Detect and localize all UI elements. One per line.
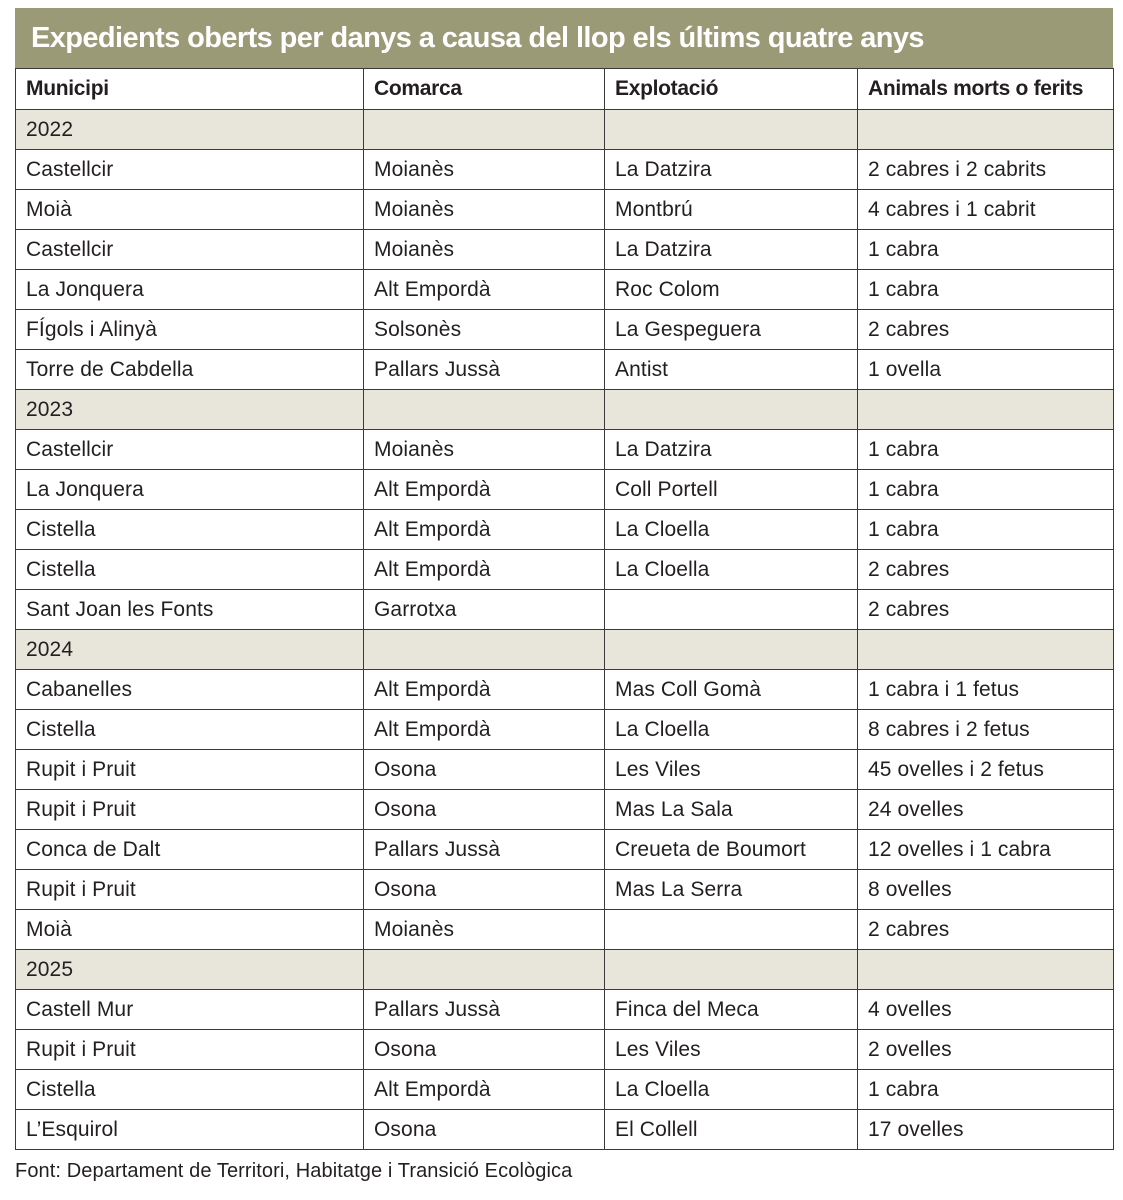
cell-municipi: Rupit i Pruit [16, 790, 364, 830]
data-table [15, 68, 1114, 1150]
year-row-empty-cell [858, 390, 1114, 430]
cell-explotacio: Mas Coll Gomà [605, 670, 858, 710]
cell-municipi: Cistella [16, 510, 364, 550]
cell-comarca: Alt Empordà [364, 470, 605, 510]
cell-explotacio: Montbrú [605, 190, 858, 230]
cell-animals: 2 cabres i 2 cabrits [858, 150, 1114, 190]
cell-animals: 45 ovelles i 2 fetus [858, 750, 1114, 790]
cell-comarca: Osona [364, 1030, 605, 1070]
table-row [16, 710, 1114, 750]
header-municipi: Municipi [16, 69, 364, 110]
year-row-empty-cell [858, 630, 1114, 670]
cell-explotacio: Creueta de Boumort [605, 830, 858, 870]
cell-comarca: Solsonès [364, 310, 605, 350]
cell-animals: 8 cabres i 2 fetus [858, 710, 1114, 750]
cell-comarca: Moianès [364, 430, 605, 470]
year-row [16, 630, 1114, 670]
year-row-empty-cell [364, 110, 605, 150]
cell-comarca: Alt Empordà [364, 670, 605, 710]
cell-municipi: Cistella [16, 550, 364, 590]
cell-animals: 8 ovelles [858, 870, 1114, 910]
table-row [16, 190, 1114, 230]
cell-municipi: Cistella [16, 1070, 364, 1110]
cell-animals: 1 cabra [858, 510, 1114, 550]
year-row-empty-cell [605, 390, 858, 430]
cell-animals: 2 cabres [858, 910, 1114, 950]
year-row-empty-cell [858, 110, 1114, 150]
cell-animals: 1 cabra i 1 fetus [858, 670, 1114, 710]
year-row-empty-cell [605, 630, 858, 670]
header-explotacio: Explotació [605, 69, 858, 110]
cell-comarca: Osona [364, 790, 605, 830]
cell-explotacio: La Cloella [605, 550, 858, 590]
cell-municipi: Castellcir [16, 150, 364, 190]
table-title: Expedients oberts per danys a causa del llop els últims quatre anys [15, 8, 1113, 68]
cell-comarca: Moianès [364, 230, 605, 270]
cell-comarca: Alt Empordà [364, 270, 605, 310]
cell-animals: 2 cabres [858, 590, 1114, 630]
header-comarca: Comarca [364, 69, 605, 110]
cell-animals: 24 ovelles [858, 790, 1114, 830]
cell-explotacio: Roc Colom [605, 270, 858, 310]
table-row [16, 830, 1114, 870]
cell-animals: 1 cabra [858, 430, 1114, 470]
cell-explotacio: El Collell [605, 1110, 858, 1150]
year-label: 2024 [16, 630, 364, 670]
cell-explotacio: La Gespeguera [605, 310, 858, 350]
year-label: 2022 [16, 110, 364, 150]
cell-municipi: Castellcir [16, 230, 364, 270]
year-row-empty-cell [364, 390, 605, 430]
cell-explotacio: La Datzira [605, 150, 858, 190]
cell-explotacio: Les Viles [605, 750, 858, 790]
cell-animals: 2 cabres [858, 310, 1114, 350]
table-row [16, 310, 1114, 350]
year-row-empty-cell [605, 950, 858, 990]
table-row [16, 270, 1114, 310]
table-row [16, 350, 1114, 390]
cell-animals: 1 ovella [858, 350, 1114, 390]
table-row [16, 230, 1114, 270]
cell-municipi: Rupit i Pruit [16, 870, 364, 910]
cell-explotacio: Mas La Serra [605, 870, 858, 910]
cell-municipi: La Jonquera [16, 270, 364, 310]
table-row [16, 430, 1114, 470]
cell-comarca: Moianès [364, 190, 605, 230]
cell-municipi: Conca de Dalt [16, 830, 364, 870]
table-row [16, 1030, 1114, 1070]
cell-municipi: Rupit i Pruit [16, 750, 364, 790]
cell-comarca: Osona [364, 1110, 605, 1150]
table-row [16, 790, 1114, 830]
table-body [16, 110, 1114, 1150]
cell-comarca: Moianès [364, 910, 605, 950]
year-row [16, 390, 1114, 430]
cell-comarca: Osona [364, 870, 605, 910]
cell-animals: 2 cabres [858, 550, 1114, 590]
cell-animals: 2 ovelles [858, 1030, 1114, 1070]
table-row [16, 590, 1114, 630]
cell-animals: 17 ovelles [858, 1110, 1114, 1150]
cell-municipi: Moià [16, 910, 364, 950]
cell-municipi: Castell Mur [16, 990, 364, 1030]
cell-explotacio: La Cloella [605, 710, 858, 750]
cell-animals: 1 cabra [858, 270, 1114, 310]
cell-municipi: La Jonquera [16, 470, 364, 510]
table-row [16, 870, 1114, 910]
table-row [16, 910, 1114, 950]
cell-comarca: Moianès [364, 150, 605, 190]
cell-explotacio: La Cloella [605, 510, 858, 550]
cell-animals: 4 cabres i 1 cabrit [858, 190, 1114, 230]
cell-comarca: Alt Empordà [364, 710, 605, 750]
cell-animals: 1 cabra [858, 230, 1114, 270]
cell-comarca: Pallars Jussà [364, 350, 605, 390]
table-row [16, 150, 1114, 190]
cell-comarca: Garrotxa [364, 590, 605, 630]
header-animals: Animals morts o ferits [858, 69, 1114, 110]
cell-municipi: Rupit i Pruit [16, 1030, 364, 1070]
table-row [16, 510, 1114, 550]
year-label: 2025 [16, 950, 364, 990]
cell-municipi: Sant Joan les Fonts [16, 590, 364, 630]
cell-animals: 12 ovelles i 1 cabra [858, 830, 1114, 870]
cell-explotacio: La Cloella [605, 1070, 858, 1110]
cell-explotacio: Les Viles [605, 1030, 858, 1070]
year-row-empty-cell [364, 950, 605, 990]
source-note: Font: Departament de Territori, Habitatge i Transició Ecològica [15, 1160, 573, 1182]
table-row [16, 470, 1114, 510]
header-row [16, 69, 1114, 110]
cell-municipi: Castellcir [16, 430, 364, 470]
cell-municipi: Moià [16, 190, 364, 230]
table-row [16, 1110, 1114, 1150]
table-row [16, 750, 1114, 790]
cell-municipi: Torre de Cabdella [16, 350, 364, 390]
cell-explotacio [605, 590, 858, 630]
year-row-empty-cell [605, 110, 858, 150]
cell-municipi: Cistella [16, 710, 364, 750]
cell-animals: 4 ovelles [858, 990, 1114, 1030]
cell-comarca: Alt Empordà [364, 1070, 605, 1110]
table-row [16, 550, 1114, 590]
cell-municipi: Cabanelles [16, 670, 364, 710]
cell-explotacio [605, 910, 858, 950]
cell-explotacio: Mas La Sala [605, 790, 858, 830]
table-row [16, 990, 1114, 1030]
cell-comarca: Alt Empordà [364, 550, 605, 590]
year-row-empty-cell [858, 950, 1114, 990]
cell-explotacio: La Datzira [605, 230, 858, 270]
cell-explotacio: Finca del Meca [605, 990, 858, 1030]
cell-explotacio: Antist [605, 350, 858, 390]
cell-municipi: L’Esquirol [16, 1110, 364, 1150]
cell-comarca: Pallars Jussà [364, 830, 605, 870]
cell-comarca: Alt Empordà [364, 510, 605, 550]
cell-animals: 1 cabra [858, 1070, 1114, 1110]
table-row [16, 670, 1114, 710]
table-frame [15, 8, 1113, 1150]
cell-explotacio: Coll Portell [605, 470, 858, 510]
cell-municipi: FÍgols i Alinyà [16, 310, 364, 350]
table-row [16, 1070, 1114, 1110]
cell-comarca: Osona [364, 750, 605, 790]
year-label: 2023 [16, 390, 364, 430]
cell-animals: 1 cabra [858, 470, 1114, 510]
cell-explotacio: La Datzira [605, 430, 858, 470]
year-row [16, 110, 1114, 150]
year-row [16, 950, 1114, 990]
cell-comarca: Pallars Jussà [364, 990, 605, 1030]
year-row-empty-cell [364, 630, 605, 670]
